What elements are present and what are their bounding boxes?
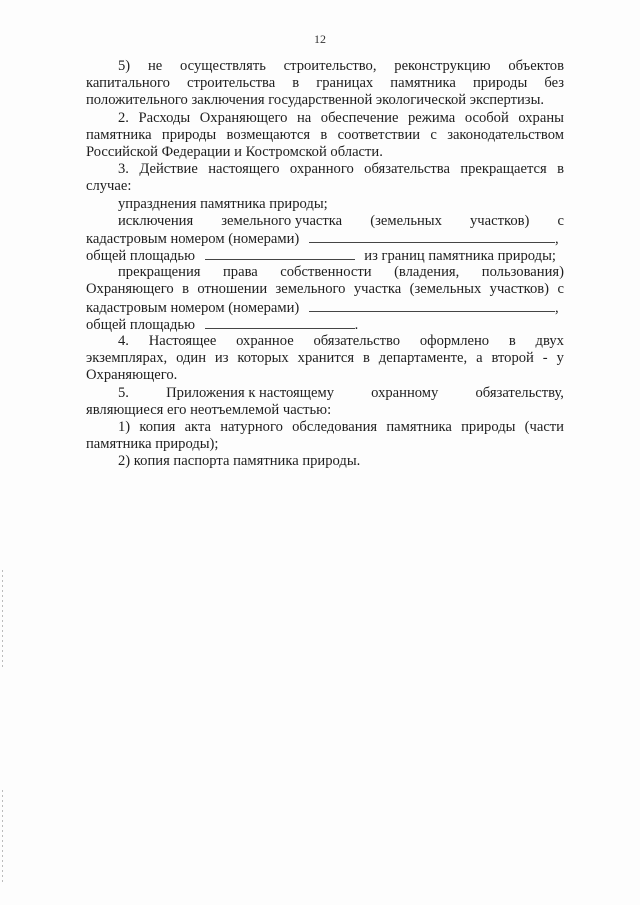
word: права — [223, 264, 258, 281]
word: в — [292, 75, 300, 92]
text-line: памятника природы); — [86, 436, 219, 453]
scan-edge-mark — [2, 790, 3, 885]
word: Настоящее — [148, 333, 217, 349]
word: 3. — [118, 161, 129, 178]
word: с — [430, 126, 437, 143]
text-line — [86, 264, 564, 281]
word: земельного — [275, 281, 346, 298]
text-line — [86, 110, 564, 127]
word: обеспечение — [320, 109, 399, 126]
word: особой — [464, 109, 509, 126]
word: строительства — [186, 75, 276, 92]
text-line — [86, 213, 564, 230]
line-text: кадастровым номером (номерами) — [86, 299, 300, 316]
word: Действие — [139, 161, 198, 178]
text-line: положительного заключения государственной экологической экспертизы. — [86, 92, 545, 109]
word: 1) — [118, 418, 131, 435]
word: природы — [161, 126, 217, 143]
word: оформлено — [419, 333, 490, 349]
text-line — [86, 333, 564, 350]
line-text: , — [554, 299, 559, 316]
word: (земельных — [409, 281, 482, 298]
word: (владения, — [394, 264, 460, 281]
word: Охраняющего — [86, 281, 174, 298]
word: законодательством — [447, 126, 564, 143]
word: (части — [524, 418, 564, 435]
text-line — [86, 299, 564, 316]
text-line — [86, 230, 564, 247]
word: 5. — [118, 384, 129, 401]
page-number: 12 — [314, 32, 326, 46]
word: из — [214, 350, 229, 367]
line-text: общей площадью — [86, 316, 195, 333]
line-text: , — [554, 230, 559, 247]
word: которых — [237, 350, 289, 367]
word: Расходы — [138, 109, 191, 126]
word: а — [476, 350, 483, 367]
word: осуществлять — [180, 58, 266, 74]
text-line — [86, 350, 564, 367]
word: 4. — [118, 333, 129, 349]
word: копия — [139, 418, 176, 435]
word: в — [557, 161, 564, 178]
text-line: Российской Федерации и Костромской области. — [86, 143, 383, 160]
word: в — [320, 126, 328, 143]
text-line — [86, 316, 564, 333]
line-text: . — [354, 316, 359, 333]
word: охранного — [289, 161, 354, 178]
word: исключения — [118, 212, 194, 229]
word: возмещаются — [226, 126, 311, 143]
scan-edge-mark — [2, 570, 3, 670]
word: 2. — [118, 109, 129, 126]
word: департаменте, — [378, 350, 468, 367]
word: в — [508, 333, 516, 349]
line-text: из границ памятника природы; — [364, 248, 556, 265]
text-line — [86, 58, 564, 75]
word: двух — [535, 333, 564, 349]
word: памятника — [86, 126, 152, 143]
word: с — [557, 212, 564, 229]
word: границах — [316, 75, 374, 92]
word: соответствии — [337, 126, 421, 143]
word: охранное — [236, 333, 294, 349]
word: обязательство — [313, 333, 401, 349]
word: не — [147, 58, 163, 74]
word: участков) — [489, 281, 550, 298]
word: объектов — [508, 58, 564, 74]
word: охраны — [518, 109, 564, 126]
line-text: кадастровым номером (номерами) — [86, 230, 300, 247]
word: натурного — [220, 418, 283, 435]
word: памятника — [386, 418, 452, 435]
line-text: общей площадью — [86, 248, 195, 265]
word: режима — [408, 109, 456, 126]
text-line — [86, 419, 564, 436]
word: капитального — [86, 75, 170, 92]
document-body — [86, 58, 564, 471]
word: - — [542, 350, 548, 367]
text-line — [86, 127, 564, 144]
word: в — [362, 350, 370, 367]
text-line — [86, 385, 564, 402]
word: у — [556, 350, 564, 367]
word: (земельных — [370, 212, 442, 229]
text-line — [86, 161, 564, 178]
word: отношении — [197, 281, 268, 298]
area-blank — [205, 247, 355, 260]
text-line: являющиеся его неотъемлемой частью: — [86, 401, 332, 418]
word: природы — [461, 418, 516, 435]
text-line: Охраняющего. — [86, 367, 178, 384]
word: настоящего — [208, 161, 280, 178]
word: один — [176, 350, 206, 367]
text-line — [86, 281, 564, 298]
word: охранному — [371, 384, 439, 401]
word: участка — [353, 281, 402, 298]
word: прекращается — [460, 161, 547, 178]
text-line: 2) копия паспорта памятника природы. — [118, 453, 361, 470]
word: обследования — [292, 418, 378, 435]
word: реконструкцию — [394, 58, 491, 74]
cadastral-number-blank — [309, 299, 555, 312]
word: пользования) — [481, 264, 564, 281]
word: участков) — [470, 212, 530, 229]
word: обязательству, — [475, 384, 564, 401]
text-line: упразднения памятника природы; — [118, 195, 328, 212]
word: земельного участка — [221, 212, 343, 229]
word: собственности — [280, 264, 372, 281]
word: строительство, — [283, 58, 377, 74]
text-line: случае: — [86, 178, 132, 195]
word: прекращения — [118, 264, 201, 281]
word: экземплярах, — [86, 350, 168, 367]
word: второй — [491, 350, 534, 367]
word: природы — [472, 75, 528, 92]
word: на — [296, 109, 312, 126]
word: 5) — [118, 58, 131, 74]
word: обязательства — [364, 161, 450, 178]
area-blank — [205, 316, 355, 329]
cadastral-number-blank — [309, 230, 555, 243]
text-line — [86, 247, 564, 264]
text-line — [86, 75, 564, 92]
word: без — [544, 75, 564, 92]
word: Охраняющего — [199, 109, 288, 126]
word: акта — [184, 418, 211, 435]
word: хранится — [297, 350, 355, 367]
word: памятника — [390, 75, 456, 92]
word: с — [557, 281, 564, 298]
word: Приложения к настоящему — [166, 384, 334, 401]
word: в — [182, 281, 189, 298]
